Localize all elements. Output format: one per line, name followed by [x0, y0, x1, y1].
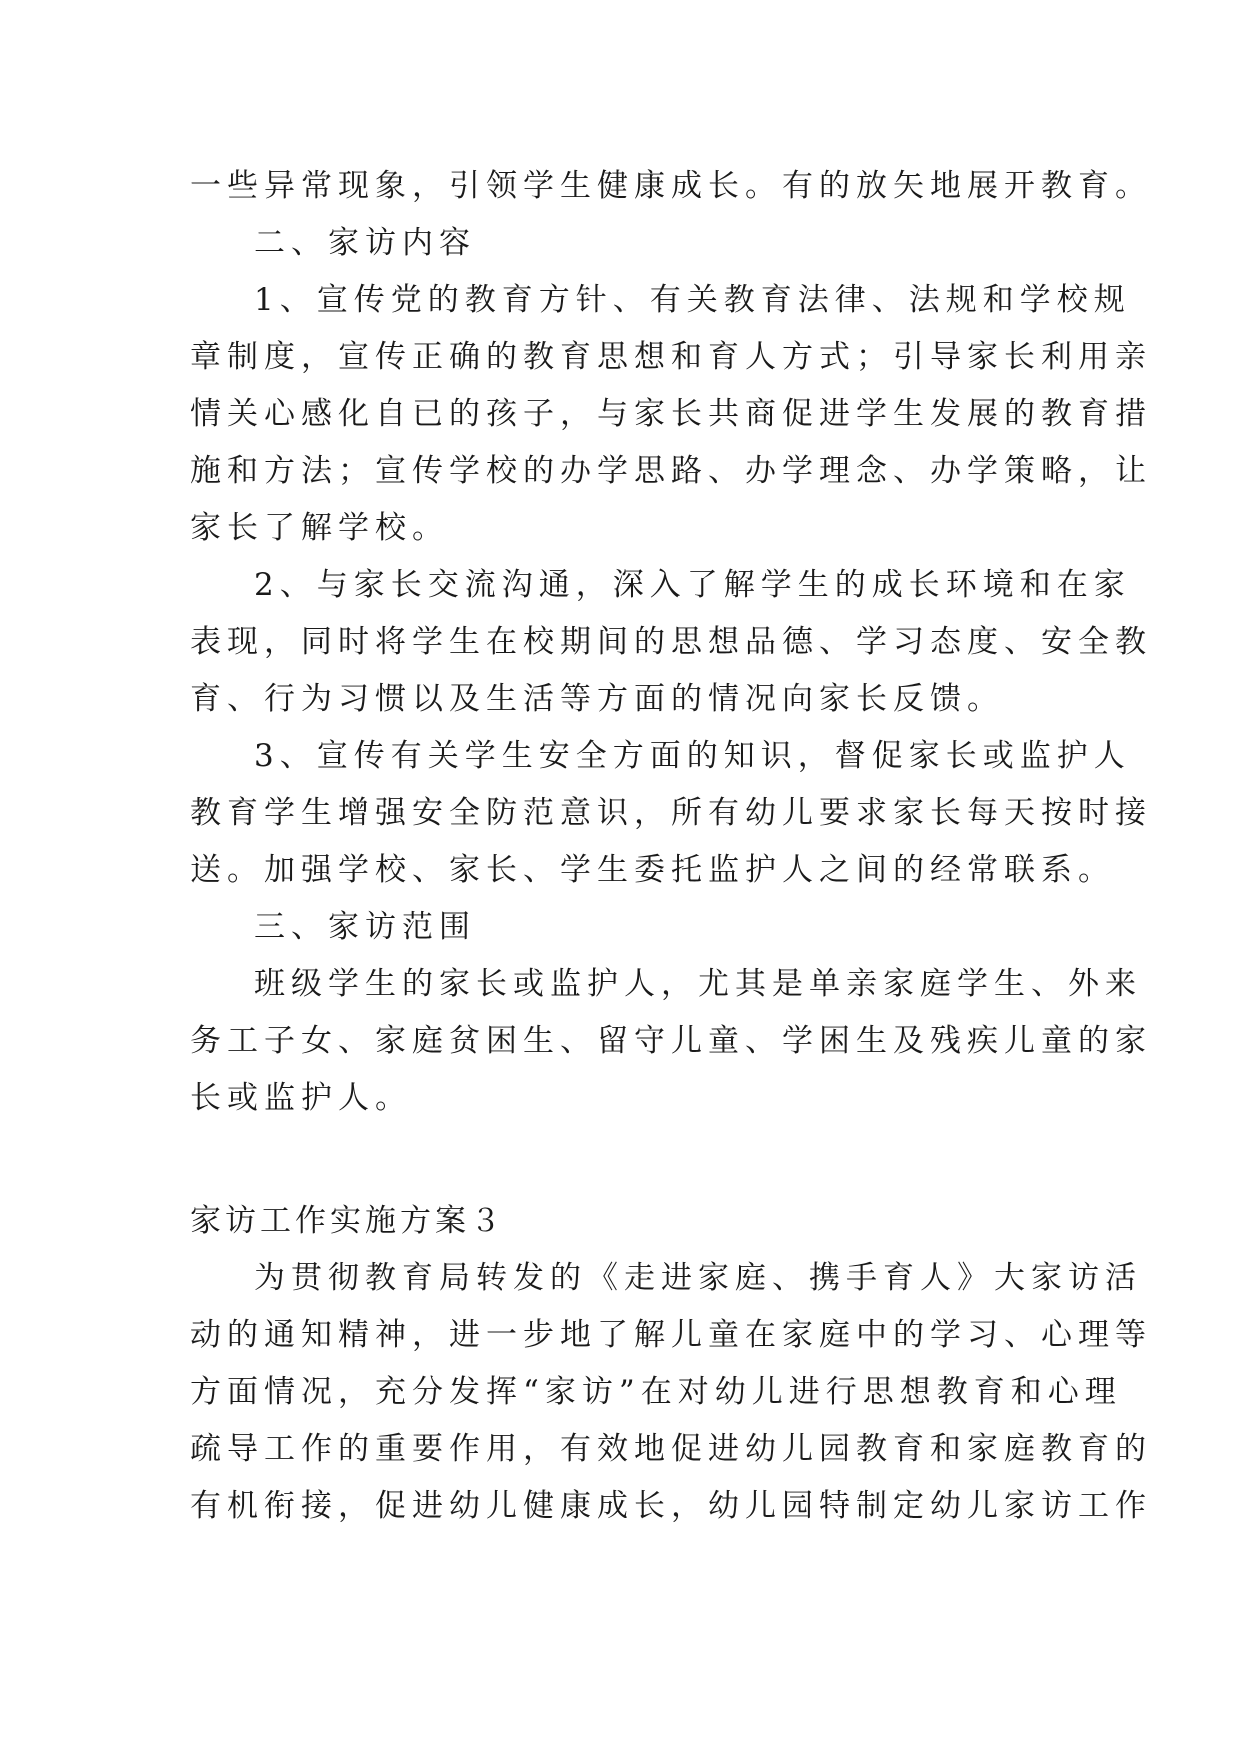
text-line: 章制度，宣传正确的教育思想和育人方式；引导家长利用亲 [190, 339, 1152, 375]
text-line: 务工子女、家庭贫困生、留守儿童、学困生及残疾儿童的家 [190, 1023, 1152, 1059]
text-line: 3、宣传有关学生安全方面的知识，督促家长或监护人 [254, 738, 1131, 774]
text-line: 施和方法；宣传学校的办学思路、办学理念、办学策略，让 [190, 453, 1152, 489]
section-heading: 二、家访内容 [254, 225, 476, 261]
text-line: 2、与家长交流沟通，深入了解学生的成长环境和在家 [254, 567, 1131, 603]
text-line: 1、宣传党的教育方针、有关教育法律、法规和学校规 [254, 282, 1131, 318]
text-line: 育、行为习惯以及生活等方面的情况向家长反馈。 [190, 681, 1004, 717]
text-line: 长或监护人。 [190, 1080, 412, 1116]
text-line: 方面情况，充分发挥“家访”在对幼儿进行思想教育和心理 [190, 1374, 1122, 1410]
text-line: 教育学生增强安全防范意识，所有幼儿要求家长每天按时接 [190, 795, 1152, 831]
text-line: 动的通知精神，进一步地了解儿童在家庭中的学习、心理等 [190, 1317, 1152, 1353]
text-line: 情关心感化自已的孩子，与家长共商促进学生发展的教育措 [190, 396, 1152, 432]
section-heading: 三、家访范围 [254, 909, 476, 945]
text-line: 有机衔接，促进幼儿健康成长，幼儿园特制定幼儿家访工作 [190, 1488, 1152, 1524]
text-line: 疏导工作的重要作用，有效地促进幼儿园教育和家庭教育的 [190, 1431, 1152, 1467]
text-line: 班级学生的家长或监护人，尤其是单亲家庭学生、外来 [254, 966, 1142, 1002]
text-line: 送。加强学校、家长、学生委托监护人之间的经常联系。 [190, 852, 1115, 888]
text-line: 一些异常现象，引领学生健康成长。有的放矢地展开教育。 [190, 168, 1152, 204]
text-line: 家长了解学校。 [190, 510, 449, 546]
text-line: 表现，同时将学生在校期间的思想品德、学习态度、安全教 [190, 624, 1152, 660]
document-title: 家访工作实施方案３ [190, 1203, 505, 1239]
text-line: 为贯彻教育局转发的《走进家庭、携手育人》大家访活 [254, 1260, 1142, 1296]
